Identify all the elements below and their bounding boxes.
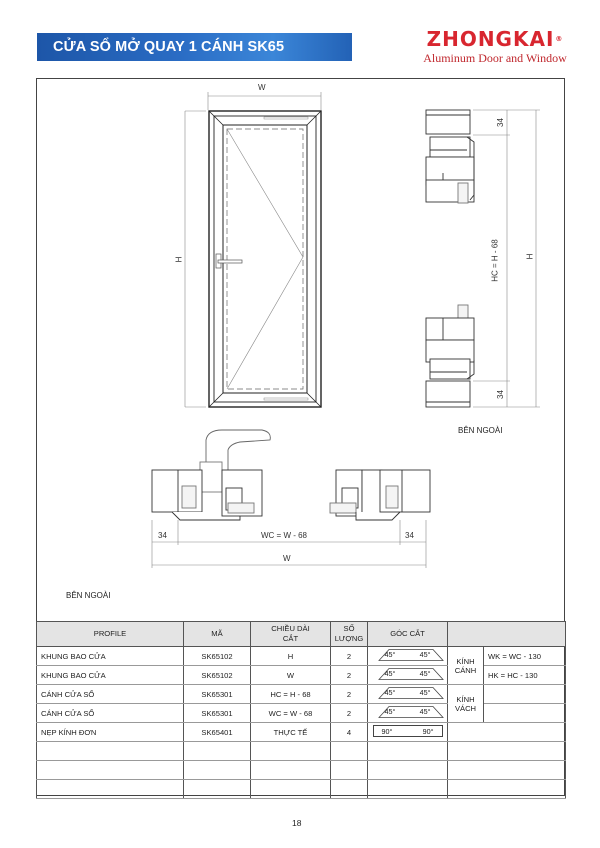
code-cell: SK65102 xyxy=(184,647,251,666)
qty-cell: 2 xyxy=(331,666,368,685)
cutting-spec-table xyxy=(36,621,566,799)
table-row xyxy=(37,666,566,685)
trapezoid-cut-icon: 45° 45° xyxy=(371,649,445,661)
table-header-row xyxy=(37,622,566,647)
col-header-qty: SỐ LƯỢNG xyxy=(331,622,368,647)
window-elevation xyxy=(185,92,321,407)
hsection-inner-width: WC = W - 68 xyxy=(261,531,308,540)
page-number: 18 xyxy=(292,818,302,828)
glass-sash-label: KÍNH CÁNH xyxy=(448,647,484,685)
table-row-empty xyxy=(37,742,566,761)
qty-cell: 4 xyxy=(331,723,368,742)
glass-empty-cell xyxy=(448,723,566,742)
page-title: CỬA SỔ MỞ QUAY 1 CÁNH SK65 xyxy=(53,39,285,55)
angle-cell xyxy=(368,723,448,742)
glass-fixed-formula-1 xyxy=(484,685,566,704)
glass-sash-formula-h: HK = HC - 130 xyxy=(484,666,566,685)
trapezoid-cut-icon: 45° 45° xyxy=(371,706,445,718)
horizontal-section-right xyxy=(330,470,430,520)
hsection-left-dim: 34 xyxy=(158,531,167,540)
horizontal-section-left xyxy=(152,430,270,520)
glass-fixed-formula-2 xyxy=(484,704,566,723)
profile-cell: CÁNH CỬA SỔ xyxy=(37,685,184,704)
length-cell: H xyxy=(251,647,331,666)
angle-cell xyxy=(368,647,448,666)
elevation-height-label: H xyxy=(174,256,184,263)
table-row xyxy=(37,647,566,666)
vertical-section-bottom xyxy=(426,305,474,407)
hsection-outside-note: BÊN NGOÀI xyxy=(66,591,111,600)
length-cell: THỰC TẾ xyxy=(251,723,331,742)
length-cell: HC = H - 68 xyxy=(251,685,331,704)
vsection-bottom-dim: 34 xyxy=(495,390,505,399)
glass-fixed-label: KÍNH VÁCH xyxy=(448,685,484,723)
hsection-right-dim: 34 xyxy=(405,531,414,540)
col-header-glass xyxy=(448,622,566,647)
table-row-empty xyxy=(37,761,566,780)
col-header-angle: GÓC CẮT xyxy=(368,622,448,647)
square-cut-icon: 90° 90° xyxy=(373,725,443,737)
vsection-inner-height: HC = H - 68 xyxy=(490,239,500,282)
qty-cell: 2 xyxy=(331,704,368,723)
glass-sash-formula-w: WK = WC - 130 xyxy=(484,647,566,666)
col-header-length: CHIỀU DÀI CẮT xyxy=(251,622,331,647)
table-row xyxy=(37,685,566,704)
brand-tagline: Aluminum Door and Window xyxy=(423,51,567,65)
vsection-outside-note: BÊN NGOÀI xyxy=(458,426,503,435)
profile-cell: NẸP KÍNH ĐƠN xyxy=(37,723,184,742)
length-cell: WC = W - 68 xyxy=(251,704,331,723)
angle-cell xyxy=(368,666,448,685)
code-cell: SK65301 xyxy=(184,685,251,704)
length-cell: W xyxy=(251,666,331,685)
vertical-section-top xyxy=(426,110,474,203)
qty-cell: 2 xyxy=(331,685,368,704)
qty-cell: 2 xyxy=(331,647,368,666)
vsection-top-dim: 34 xyxy=(495,118,505,127)
code-cell: SK65102 xyxy=(184,666,251,685)
trapezoid-cut-icon: 45° 45° xyxy=(371,687,445,699)
profile-cell: CÁNH CỬA SỔ xyxy=(37,704,184,723)
col-header-code: MÃ xyxy=(184,622,251,647)
table-row-empty xyxy=(37,780,566,799)
table-row xyxy=(37,723,566,742)
profile-cell: KHUNG BAO CỬA xyxy=(37,647,184,666)
vsection-height-label: H xyxy=(525,253,535,260)
angle-cell xyxy=(368,685,448,704)
table-row xyxy=(37,704,566,723)
trapezoid-cut-icon: 45° 45° xyxy=(371,668,445,680)
code-cell: SK65401 xyxy=(184,723,251,742)
angle-cell xyxy=(368,704,448,723)
elevation-width-label: W xyxy=(258,83,266,92)
code-cell: SK65301 xyxy=(184,704,251,723)
brand-name: ZHONGKAI® xyxy=(426,27,564,51)
profile-cell: KHUNG BAO CỬA xyxy=(37,666,184,685)
col-header-profile: PROFILE xyxy=(37,622,184,647)
hsection-width-label: W xyxy=(283,554,291,563)
